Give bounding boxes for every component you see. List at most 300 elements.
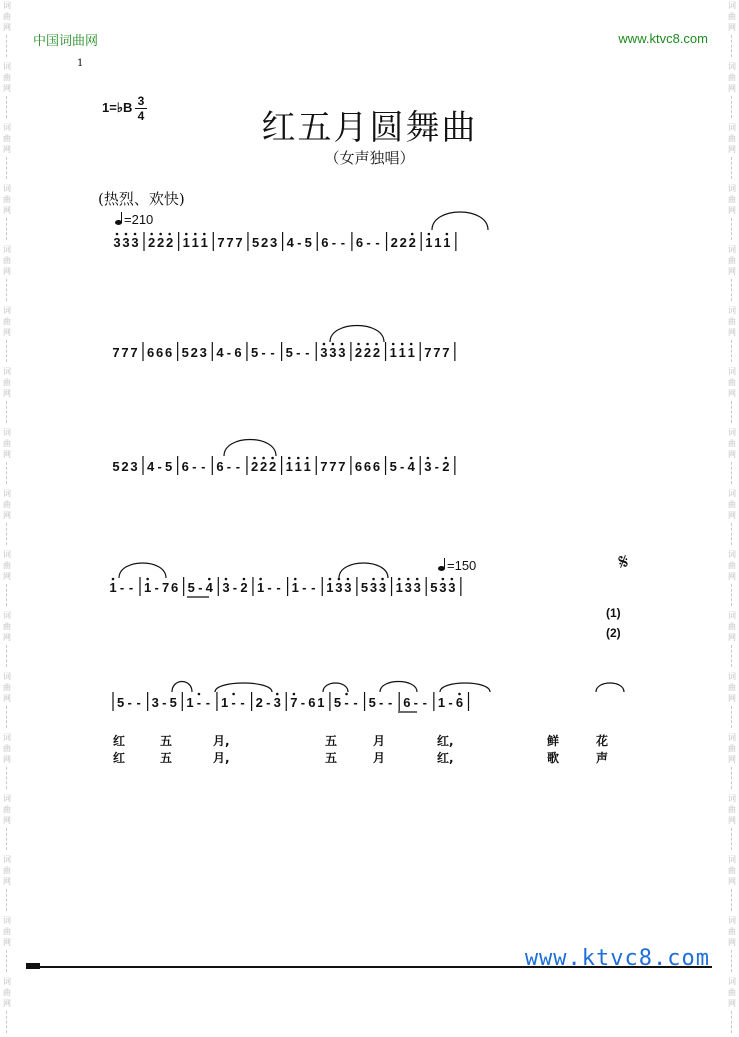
note-glyph: 2 xyxy=(121,459,129,474)
octave-dot xyxy=(259,578,262,581)
note-glyph: - xyxy=(270,345,275,360)
watermark-char: 词 xyxy=(3,367,11,376)
note-glyph: - xyxy=(240,695,245,710)
lyric-verse-2: 红, xyxy=(437,751,454,765)
watermark-char: 网 xyxy=(728,816,736,825)
note-glyph: 2 xyxy=(442,459,450,474)
watermark-char: 词 xyxy=(728,62,736,71)
lyric-verse-1: 红 xyxy=(113,734,126,748)
note-glyph: 5 xyxy=(389,459,397,474)
watermark-char: 曲 xyxy=(728,866,736,875)
note-glyph: - xyxy=(340,235,346,250)
watermark-char: 词 xyxy=(728,489,736,498)
watermark-char: 词 xyxy=(728,367,736,376)
octave-dot xyxy=(306,457,309,460)
footer-marker xyxy=(26,963,40,969)
verse-label-2: (2) xyxy=(606,626,621,640)
octave-dot xyxy=(458,693,461,696)
slur xyxy=(339,563,388,578)
note-glyph: 5 xyxy=(285,345,293,360)
note-glyph: - xyxy=(375,235,380,250)
watermark-char: 网 xyxy=(728,267,736,276)
note-glyph: 1 xyxy=(317,695,325,710)
lyric-verse-1: 花 xyxy=(596,734,609,748)
note-glyph: - xyxy=(226,459,232,474)
note-glyph: 7 xyxy=(338,459,346,474)
watermark-char: 网 xyxy=(3,206,11,215)
watermark-char: 网 xyxy=(3,877,11,886)
note-glyph: 3 xyxy=(439,580,447,595)
watermark-char: 词 xyxy=(728,184,736,193)
note-glyph: 7 xyxy=(320,459,328,474)
slur xyxy=(596,683,624,692)
note-glyph: 6 xyxy=(363,459,372,474)
watermark-char: 词 xyxy=(3,306,11,315)
slur xyxy=(432,212,488,230)
watermark-char: 网 xyxy=(3,633,11,642)
octave-dot xyxy=(194,233,197,236)
octave-dot xyxy=(445,457,448,460)
watermark-char: 网 xyxy=(3,23,11,32)
notation-notes xyxy=(109,233,463,710)
watermark-char: 词 xyxy=(3,489,11,498)
note-glyph: 2 xyxy=(390,235,398,250)
note-glyph: 7 xyxy=(329,459,337,474)
note-glyph: 1 xyxy=(191,235,199,250)
lyric-verse-1: 五 xyxy=(160,734,173,748)
watermark-char: 网 xyxy=(728,511,736,520)
note-glyph: 6 xyxy=(372,459,381,474)
site-url[interactable]: www.ktvc8.com xyxy=(618,31,708,46)
note-glyph: 5 xyxy=(304,235,312,250)
note-glyph: 3 xyxy=(344,580,352,595)
octave-dot xyxy=(232,693,235,696)
note-glyph: 6 xyxy=(355,235,364,250)
watermark-char: 网 xyxy=(3,999,11,1008)
lyric-verse-1: 红, xyxy=(437,734,454,748)
note-glyph: 5 xyxy=(250,345,259,360)
note-glyph: - xyxy=(128,580,134,595)
slur xyxy=(224,440,276,457)
watermark-char: 曲 xyxy=(728,805,736,814)
note-glyph: 1 xyxy=(294,459,302,474)
note-glyph: 6 xyxy=(234,345,242,360)
watermark-char: 网 xyxy=(3,511,11,520)
watermark-char: 词 xyxy=(3,1,11,10)
note-glyph: - xyxy=(448,695,453,710)
note-glyph: - xyxy=(297,235,302,250)
note-glyph: 3 xyxy=(273,695,281,710)
note-glyph: - xyxy=(296,345,301,360)
note-glyph: 1 xyxy=(425,235,433,250)
note-glyph: 2 xyxy=(259,459,268,474)
watermark-char: 网 xyxy=(3,145,11,154)
note-glyph: - xyxy=(154,580,159,595)
note-glyph: 7 xyxy=(130,345,138,360)
note-glyph: 1 xyxy=(220,695,229,710)
watermark-char: 词 xyxy=(3,428,11,437)
watermark-char: 曲 xyxy=(728,927,736,936)
note-glyph: 4 xyxy=(216,345,224,360)
note-glyph: 7 xyxy=(290,695,298,710)
slur xyxy=(330,326,384,343)
note-glyph: 3 xyxy=(335,580,343,595)
note-glyph: 2 xyxy=(260,235,269,250)
watermark-char: 曲 xyxy=(728,439,736,448)
note-glyph: - xyxy=(302,580,307,595)
song-subtitle: （女声独唱） xyxy=(324,149,415,167)
lyric-verse-1: 五 xyxy=(325,734,338,748)
note-glyph: 2 xyxy=(268,459,277,474)
octave-dot xyxy=(398,578,401,581)
watermark-char: 网 xyxy=(728,572,736,581)
watermark-char: 曲 xyxy=(3,439,11,448)
note-glyph: 3 xyxy=(320,345,328,360)
watermark-char: 词 xyxy=(728,672,736,681)
octave-dot xyxy=(410,343,413,346)
octave-dot xyxy=(416,578,419,581)
watermark-char: 曲 xyxy=(3,561,11,570)
note-glyph: 3 xyxy=(199,345,207,360)
watermark-char: 网 xyxy=(728,694,736,703)
note-glyph: 3 xyxy=(122,235,130,250)
octave-dot xyxy=(262,457,265,460)
note-glyph: 3 xyxy=(329,345,337,360)
lyric-verse-1: 鲜 xyxy=(547,734,560,748)
octave-dot xyxy=(146,578,149,581)
octave-dot xyxy=(243,578,246,581)
note-glyph: 3 xyxy=(151,695,159,710)
slur xyxy=(323,683,348,692)
watermark-char: 网 xyxy=(3,938,11,947)
octave-dot xyxy=(366,343,369,346)
note-glyph: 6 xyxy=(455,695,464,710)
footer-logo[interactable]: www.ktvc8.com xyxy=(524,946,710,971)
octave-dot xyxy=(203,233,206,236)
note-glyph: 1 xyxy=(200,235,208,250)
tempo-value: =150 xyxy=(447,558,477,573)
note-glyph: - xyxy=(434,459,440,474)
watermark-char: 网 xyxy=(3,450,11,459)
note-glyph: - xyxy=(300,695,306,710)
note-glyph: - xyxy=(267,580,272,595)
note-glyph: 5 xyxy=(181,345,189,360)
octave-dot xyxy=(297,457,300,460)
note-glyph: 1 xyxy=(291,580,299,595)
slur xyxy=(215,683,272,692)
note-glyph: 7 xyxy=(121,345,129,360)
note-glyph: 5 xyxy=(169,695,177,710)
octave-dot xyxy=(442,578,445,581)
watermark-char: 曲 xyxy=(3,317,11,326)
watermark-dash xyxy=(6,1011,8,1033)
octave-dot xyxy=(159,233,162,236)
octave-dot xyxy=(401,343,404,346)
note-glyph: - xyxy=(205,695,211,710)
watermark-char: 网 xyxy=(3,572,11,581)
note-glyph: 5 xyxy=(251,235,260,250)
note-glyph: 5 xyxy=(187,580,195,595)
octave-dot xyxy=(288,457,291,460)
octave-dot xyxy=(345,693,348,696)
note-glyph: 2 xyxy=(190,345,198,360)
octave-dot xyxy=(168,233,171,236)
note-glyph: 6 xyxy=(354,459,363,474)
note-glyph: - xyxy=(311,580,316,595)
note-glyph: 2 xyxy=(399,235,407,250)
octave-dot xyxy=(150,233,153,236)
note-glyph: 3 xyxy=(130,459,138,474)
watermark-char: 曲 xyxy=(3,744,11,753)
note-glyph: - xyxy=(379,695,384,710)
note-glyph: - xyxy=(388,695,393,710)
watermark-char: 曲 xyxy=(728,12,736,21)
watermark-char: 曲 xyxy=(3,73,11,82)
note-glyph: 3 xyxy=(131,235,139,250)
lyric-verse-2: 五 xyxy=(160,751,173,765)
note-glyph: 7 xyxy=(112,345,120,360)
watermark-char: 词 xyxy=(3,916,11,925)
watermark-char: 词 xyxy=(3,550,11,559)
note-glyph: 1 xyxy=(256,580,265,595)
page-number: 1 xyxy=(77,58,84,69)
watermark-char: 词 xyxy=(728,611,736,620)
note-glyph: 1 xyxy=(389,345,397,360)
note-glyph: 7 xyxy=(424,345,432,360)
octave-dot xyxy=(372,578,375,581)
note-glyph: 5 xyxy=(368,695,376,710)
watermark-char: 曲 xyxy=(728,134,736,143)
note-glyph: 1 xyxy=(398,345,406,360)
note-glyph: - xyxy=(353,695,358,710)
note-glyph: - xyxy=(266,695,271,710)
note-glyph: 2 xyxy=(354,345,363,360)
note-glyph: 6 xyxy=(403,695,411,710)
note-glyph: 1 xyxy=(285,459,293,474)
note-glyph: - xyxy=(119,580,125,595)
note-glyph: - xyxy=(157,459,162,474)
note-glyph: 1 xyxy=(186,695,194,710)
tempo-value: =210 xyxy=(124,212,154,227)
note-glyph: 2 xyxy=(250,459,259,474)
watermark-char: 词 xyxy=(3,62,11,71)
note-glyph: 2 xyxy=(240,580,248,595)
watermark-char: 网 xyxy=(728,84,736,93)
note-glyph: 6 xyxy=(181,459,189,474)
note-glyph: 3 xyxy=(222,580,230,595)
note-glyph: - xyxy=(231,695,236,710)
watermark-char: 词 xyxy=(3,855,11,864)
watermark-char: 曲 xyxy=(3,866,11,875)
watermark-char: 网 xyxy=(3,389,11,398)
watermark-char: 曲 xyxy=(728,683,736,692)
note-glyph: 2 xyxy=(408,235,416,250)
note-glyph: 1 xyxy=(326,580,334,595)
slur xyxy=(440,683,490,692)
lyric-verse-1: 月 xyxy=(373,734,386,748)
watermark-char: 网 xyxy=(3,84,11,93)
octave-dot xyxy=(116,233,119,236)
watermark-char: 网 xyxy=(728,877,736,886)
watermark-char: 网 xyxy=(728,328,736,337)
note-glyph: 7 xyxy=(162,580,170,595)
watermark-char: 曲 xyxy=(3,927,11,936)
watermark-char: 词 xyxy=(3,611,11,620)
watermark-char: 曲 xyxy=(728,317,736,326)
note-glyph: 6 xyxy=(321,235,329,250)
watermark-char: 词 xyxy=(3,184,11,193)
watermark-char: 曲 xyxy=(728,988,736,997)
note-glyph: 7 xyxy=(442,345,450,360)
note-glyph: - xyxy=(344,695,349,710)
watermark-char: 曲 xyxy=(728,744,736,753)
note-glyph: - xyxy=(226,345,232,360)
watermark-char: 曲 xyxy=(3,683,11,692)
octave-dot xyxy=(446,233,449,236)
note-glyph: 5 xyxy=(430,580,438,595)
watermark-char: 词 xyxy=(3,123,11,132)
octave-dot xyxy=(253,457,256,460)
note-glyph: 3 xyxy=(269,235,278,250)
octave-dot xyxy=(198,693,201,696)
note-glyph: - xyxy=(232,580,238,595)
note-glyph: 1 xyxy=(395,580,403,595)
segno-icon: 𝄋 xyxy=(616,549,631,576)
octave-dot xyxy=(208,578,211,581)
watermark-char: 网 xyxy=(728,633,736,642)
watermark-char: 曲 xyxy=(728,561,736,570)
note-glyph: 3 xyxy=(413,580,421,595)
watermark-char: 曲 xyxy=(3,195,11,204)
watermark-char: 曲 xyxy=(728,500,736,509)
octave-dot xyxy=(427,457,430,460)
note-glyph: 2 xyxy=(255,695,263,710)
watermark-char: 曲 xyxy=(728,73,736,82)
note-glyph: - xyxy=(400,459,405,474)
lyric-verse-2: 歌 xyxy=(547,751,560,765)
watermark-char: 网 xyxy=(728,450,736,459)
octave-dot xyxy=(347,578,350,581)
note-glyph: 1 xyxy=(182,235,190,250)
watermark-char: 曲 xyxy=(3,256,11,265)
watermark-char: 曲 xyxy=(3,12,11,21)
note-glyph: 6 xyxy=(147,345,155,360)
note-glyph: - xyxy=(192,459,197,474)
watermark-char: 曲 xyxy=(3,988,11,997)
note-glyph: 3 xyxy=(448,580,456,595)
octave-dot xyxy=(293,693,296,696)
watermark-char: 网 xyxy=(728,755,736,764)
lyric-verse-2: 五 xyxy=(325,751,338,765)
note-glyph: 3 xyxy=(404,580,412,595)
watermark-char: 网 xyxy=(3,267,11,276)
watermark-char: 词 xyxy=(728,550,736,559)
lyric-verse-2: 声 xyxy=(596,751,609,765)
note-glyph: - xyxy=(162,695,167,710)
octave-dot xyxy=(338,578,341,581)
octave-dot xyxy=(407,578,410,581)
note-glyph: - xyxy=(413,695,419,710)
note-glyph: - xyxy=(235,459,241,474)
note-glyph: 3 xyxy=(113,235,121,250)
watermark-char: 词 xyxy=(728,977,736,986)
note-glyph: 3 xyxy=(378,580,387,595)
watermark-char: 网 xyxy=(728,999,736,1008)
note-glyph: 2 xyxy=(372,345,381,360)
lyric-verse-2: 红 xyxy=(113,751,126,765)
watermark-char: 词 xyxy=(728,428,736,437)
note-glyph: - xyxy=(196,695,202,710)
watermark-char: 网 xyxy=(728,23,736,32)
octave-dot xyxy=(225,578,228,581)
note-glyph: 5 xyxy=(333,695,342,710)
note-glyph: 3 xyxy=(424,459,432,474)
note-glyph: - xyxy=(136,695,141,710)
watermark-char: 词 xyxy=(728,245,736,254)
note-glyph: 1 xyxy=(303,459,311,474)
note-glyph: 2 xyxy=(363,345,372,360)
octave-dot xyxy=(341,343,344,346)
note-glyph: - xyxy=(198,580,203,595)
lyrics-layer xyxy=(113,733,608,765)
meter-bottom: 4 xyxy=(137,109,145,123)
octave-dot xyxy=(112,578,115,581)
note-glyph: 5 xyxy=(117,695,125,710)
octave-dot xyxy=(134,233,137,236)
note-glyph: - xyxy=(366,235,371,250)
lyric-verse-1: 月, xyxy=(213,734,230,748)
note-glyph: 4 xyxy=(205,580,213,595)
watermark-char: 网 xyxy=(728,938,736,947)
octave-dot xyxy=(375,343,378,346)
watermark-char: 曲 xyxy=(728,378,736,387)
note-glyph: - xyxy=(422,695,428,710)
site-name: 中国词曲网 xyxy=(33,34,99,49)
note-glyph: 5 xyxy=(112,459,120,474)
lyric-verse-2: 月 xyxy=(373,751,386,765)
note-glyph: 3 xyxy=(369,580,378,595)
watermark-dash xyxy=(731,1011,733,1033)
watermark-char: 曲 xyxy=(728,195,736,204)
octave-dot xyxy=(125,233,128,236)
octave-dot xyxy=(294,578,297,581)
note-glyph: 7 xyxy=(226,235,234,250)
slur xyxy=(380,682,417,693)
watermark-char: 网 xyxy=(3,328,11,337)
note-glyph: - xyxy=(261,345,266,360)
note-glyph: - xyxy=(305,345,310,360)
lyric-verse-2: 月, xyxy=(213,751,230,765)
watermark-char: 词 xyxy=(728,123,736,132)
note-glyph: - xyxy=(276,580,281,595)
note-glyph: 6 xyxy=(308,695,316,710)
octave-dot xyxy=(411,233,414,236)
note-glyph: 2 xyxy=(148,235,156,250)
watermark-char: 曲 xyxy=(3,805,11,814)
watermark-char: 词 xyxy=(3,733,11,742)
note-glyph: 1 xyxy=(144,580,152,595)
note-glyph: 6 xyxy=(171,580,179,595)
watermark-char: 网 xyxy=(3,694,11,703)
octave-dot xyxy=(329,578,332,581)
octave-dot xyxy=(392,343,395,346)
note-glyph: 2 xyxy=(166,235,174,250)
watermark-char: 词 xyxy=(728,794,736,803)
note-glyph: 4 xyxy=(286,235,294,250)
watermark-char: 词 xyxy=(728,733,736,742)
octave-dot xyxy=(276,693,279,696)
note-glyph: 5 xyxy=(360,580,369,595)
